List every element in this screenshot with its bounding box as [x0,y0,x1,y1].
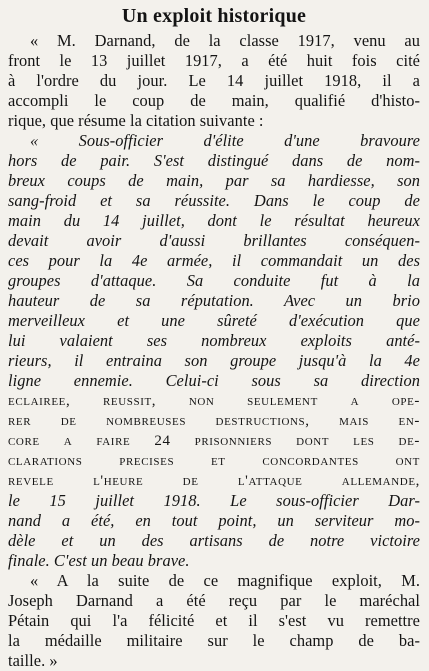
citation-paragraph [8,131,420,571]
intro-paragraph [8,31,420,131]
text-line: dèle et un des artisans de notre victoire [8,531,420,550]
text-line: revele l'heure de l'attaque allemande, [8,473,420,489]
text-line: ces pour la 4e armée, il commandait un des [8,251,420,270]
text-line: à l'ordre du jour. Le 14 juillet 1918, il a [8,71,420,90]
text-line: groupes d'attaque. Sa conduite fut à la [8,271,420,290]
text-line: accompli le coup de main, qualifié d'histo- [8,91,420,110]
text-line: la médaille militaire sur le champ de ba- [8,631,420,650]
text-line: « Sous-officier d'élite d'une bravoure [30,131,420,150]
text-line: main du 14 juillet, dont le résultat heureux [8,211,420,230]
text-line: clarations precises et concordantes ont [8,453,420,469]
text-line: core a faire 24 prisonniers dont les de- [8,433,420,449]
text-line: lui valaient ses nombreux exploits anté- [8,331,420,350]
text-line: rer de nombreuses destructions, mais en- [8,413,420,429]
text-line: « M. Darnand, de la classe 1917, venu au [30,31,420,50]
text-line: le 15 juillet 1918. Le sous-officier Dar- [8,491,420,510]
text-line: rieurs, il entraina son groupe jusqu'à la 4e [8,351,420,370]
text-line: hauteur de sa réputation. Avec un brio [8,291,420,310]
text-line: breux coups de main, par sa hardiesse, son [8,171,420,190]
text-line: devait avoir d'aussi brillantes conséquen- [8,231,420,250]
text-line: Pétain qui l'a félicité et il s'est vu remettre [8,611,420,630]
text-line: ligne ennemie. Celui-ci sous sa direction [8,371,420,390]
text-line: rique, que résume la citation suivante : [8,111,264,130]
text-line: « A la suite de ce magnifique exploit, M. [30,571,420,590]
text-line: Joseph Darnand a été reçu par le maréchal [8,591,420,610]
text-line: finale. C'est un beau brave. [8,551,190,570]
text-line: merveilleux et une sûreté d'exécution que [8,311,420,330]
text-line: taille. » [8,651,58,670]
text-line: eclairee, reussit, non seulement a ope- [8,393,420,409]
text-line: nand a été, en tout point, un serviteur mo- [8,511,420,530]
article-title: Un exploit historique [121,5,307,27]
text-line: sang-froid et sa réussite. Dans le coup de [8,191,420,210]
text-line: front le 13 juillet 1917, a été huit fois cité [8,51,420,70]
text-line: hors de pair. S'est distingué dans de nom- [8,151,420,170]
closing-paragraph [8,571,420,671]
